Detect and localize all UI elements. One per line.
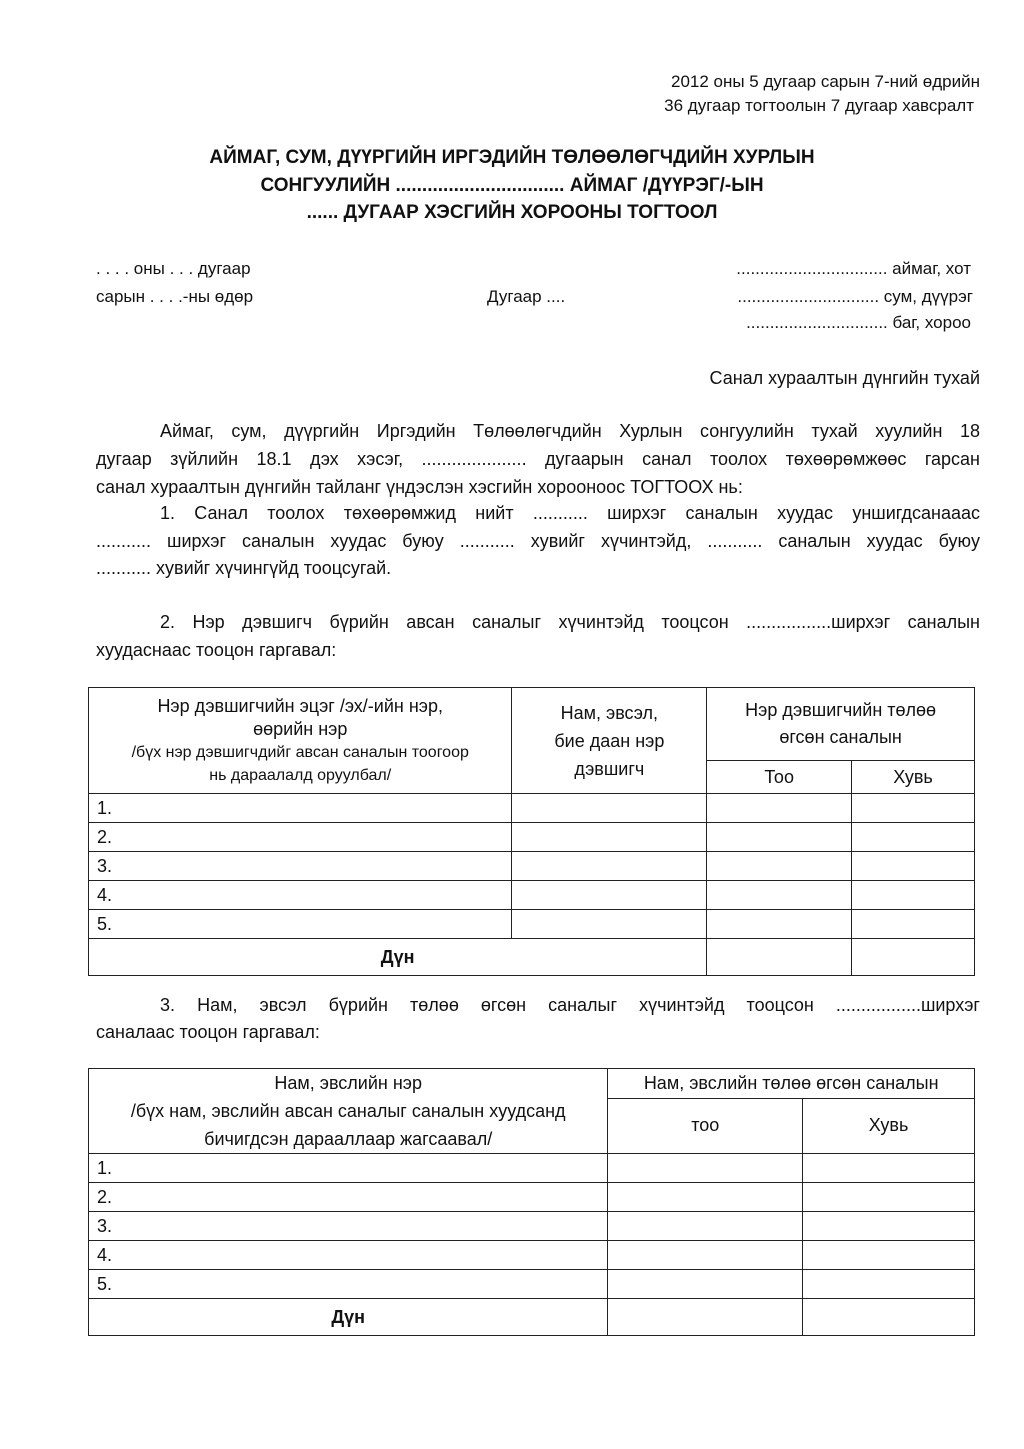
para4-line1: 3. Нам, эвсэл бүрийн төлөө өгсөн саналыг хүчинтэйд тооцсон .................ширхэг [160, 995, 980, 1015]
row-number: 2. [89, 1183, 608, 1212]
para2-line3: ........... хувийг хүчингүйд тооцсугай. [96, 558, 392, 578]
header-percent: Хувь [803, 1098, 975, 1153]
header-candidate-name-line2: өөрийн нэр [253, 718, 348, 739]
para1-line1: Аймаг, сум, дүүргийн Иргэдийн Төлөөлөгчдийн Хурлын сонгуулийн тухай хуулийн 18 [160, 421, 980, 441]
cell-percent[interactable] [803, 1270, 975, 1299]
header-line-2: 36 дугаар тогтоолын 7 дугаар хавсралт [664, 96, 974, 115]
title-line-1: АЙМАГ, СУМ, ДҮҮРГИЙН ИРГЭДИЙН ТӨЛӨӨЛӨГЧДИЙН ХУРЛЫН [209, 147, 815, 168]
cell-count[interactable] [707, 910, 852, 939]
cell-count[interactable] [707, 794, 852, 823]
total-label: Дүн [89, 1299, 608, 1336]
candidates-table [88, 687, 975, 976]
table-row [89, 852, 975, 881]
cell-count[interactable] [608, 1241, 803, 1270]
total-percent[interactable] [803, 1299, 975, 1336]
header-party-line3: дэвшигч [574, 758, 645, 779]
header-count: тоо [608, 1098, 803, 1153]
cell-percent[interactable] [852, 852, 975, 881]
cell-party[interactable] [512, 881, 707, 910]
table-row [89, 794, 975, 823]
date-line-2: сарын . . . .-ны өдөр [96, 287, 254, 306]
cell-percent[interactable] [852, 910, 975, 939]
para1-line3: санал хураалтын дүнгийн тайланг үндэслэн хэсгийн хорооноос ТОГТООХ нь: [96, 477, 743, 497]
table-row [89, 1212, 975, 1241]
cell-percent[interactable] [803, 1154, 975, 1183]
header-party-votes: Нам, эвслийн төлөө өгсөн саналын [608, 1069, 975, 1099]
row-number: 1. [89, 1154, 608, 1183]
total-percent[interactable] [852, 939, 975, 976]
row-number: 3. [89, 852, 512, 881]
cell-percent[interactable] [852, 794, 975, 823]
para2-line2: ........... ширхэг саналын хуудас буюу ........... хувийг хүчинтэйд, ........... саналын хуудас буюу [96, 531, 980, 551]
table-row [89, 881, 975, 910]
header-candidate-name-line4: нь дараалалд оруулбал/ [209, 766, 392, 784]
date-line-1: . . . . оны . . . дугаар [96, 259, 251, 278]
cell-count[interactable] [608, 1183, 803, 1212]
header-party [512, 688, 707, 794]
header-party-name-line3: бичигдсэн дарааллаар жагсаавал/ [204, 1129, 493, 1149]
header-party-name-line1: Нам, эвслийн нэр [274, 1073, 422, 1093]
header-party-name [89, 1069, 608, 1154]
table-row [89, 1241, 975, 1270]
cell-party[interactable] [512, 852, 707, 881]
row-number: 3. [89, 1212, 608, 1241]
title-line-2: СОНГУУЛИЙН ................................ АЙМАГ /ДҮҮРЭГ/-ЫН [260, 175, 764, 196]
para2-line1: 1. Санал тоолох төхөөрөмжид нийт ........... ширхэг саналын хуудас уншигдсанааас [160, 503, 980, 523]
row-number: 2. [89, 823, 512, 852]
table-row [89, 1270, 975, 1299]
cell-count[interactable] [608, 1154, 803, 1183]
parties-table [88, 1068, 975, 1336]
table-row [89, 1183, 975, 1212]
total-count[interactable] [608, 1299, 803, 1336]
header-line-1: 2012 оны 5 дугаар сарын 7-ний өдрийн [670, 72, 980, 91]
total-row [89, 1299, 975, 1336]
table-row [89, 823, 975, 852]
total-row [89, 939, 975, 976]
header-party-name-line2: /бүх нам, эвслийн авсан саналыг саналын хуудсанд [130, 1101, 566, 1121]
para3-line1: 2. Нэр дэвшигч бүрийн авсан саналыг хүчинтэйд тооцсон .................ширхэг саналын [160, 612, 980, 632]
cell-party[interactable] [512, 910, 707, 939]
place-bag: .............................. баг, хороо [746, 313, 971, 332]
para1-line2: дугаар зүйлийн 18.1 дэх хэсэг, ..................... дугаарын санал тоолох төхөөрөмжөөс гарсан [96, 449, 980, 469]
cell-count[interactable] [707, 823, 852, 852]
cell-count[interactable] [707, 881, 852, 910]
cell-count[interactable] [707, 852, 852, 881]
header-count: Тоо [707, 761, 852, 794]
cell-party[interactable] [512, 823, 707, 852]
cell-percent[interactable] [803, 1241, 975, 1270]
cell-percent[interactable] [852, 823, 975, 852]
header-party-line1: Нам, эвсэл, [560, 702, 659, 723]
header-votes-line1: Нэр дэвшигчийн төлөө [745, 700, 937, 720]
header-candidate-name-line3: /бүх нэр дэвшигчдийг авсан саналын тоогоор [131, 743, 469, 761]
cell-count[interactable] [608, 1270, 803, 1299]
header-votes-line2: өгсөн саналын [779, 727, 902, 747]
row-number: 4. [89, 1241, 608, 1270]
cell-party[interactable] [512, 794, 707, 823]
row-number: 4. [89, 881, 512, 910]
place-sum: .............................. сум, дүүрэг [737, 287, 973, 306]
cell-percent[interactable] [803, 1183, 975, 1212]
resolution-number: Дугаар .... [487, 287, 566, 306]
place-aimag: ................................ аймаг, хот [736, 259, 971, 278]
total-count[interactable] [707, 939, 852, 976]
cell-percent[interactable] [852, 881, 975, 910]
para4-line2: саналаас тооцон гаргавал: [96, 1022, 320, 1042]
header-votes [707, 688, 975, 761]
para3-line2: хуудаснаас тооцон гаргавал: [96, 640, 337, 660]
total-label: Дүн [89, 939, 707, 976]
header-percent: Хувь [852, 761, 975, 794]
table-row [89, 1154, 975, 1183]
table-row [89, 910, 975, 939]
row-number: 1. [89, 794, 512, 823]
row-number: 5. [89, 1270, 608, 1299]
header-candidate-name [89, 688, 512, 794]
cell-percent[interactable] [803, 1212, 975, 1241]
subject: Санал хураалтын дүнгийн тухай [709, 368, 980, 388]
cell-count[interactable] [608, 1212, 803, 1241]
title-line-3: ...... ДУГААР ХЭСГИЙН ХОРООНЫ ТОГТООЛ [306, 202, 718, 223]
header-party-line2: бие даан нэр [554, 730, 665, 751]
row-number: 5. [89, 910, 512, 939]
header-candidate-name-line1: Нэр дэвшигчийн эцэг /эх/-ийн нэр, [157, 695, 443, 716]
